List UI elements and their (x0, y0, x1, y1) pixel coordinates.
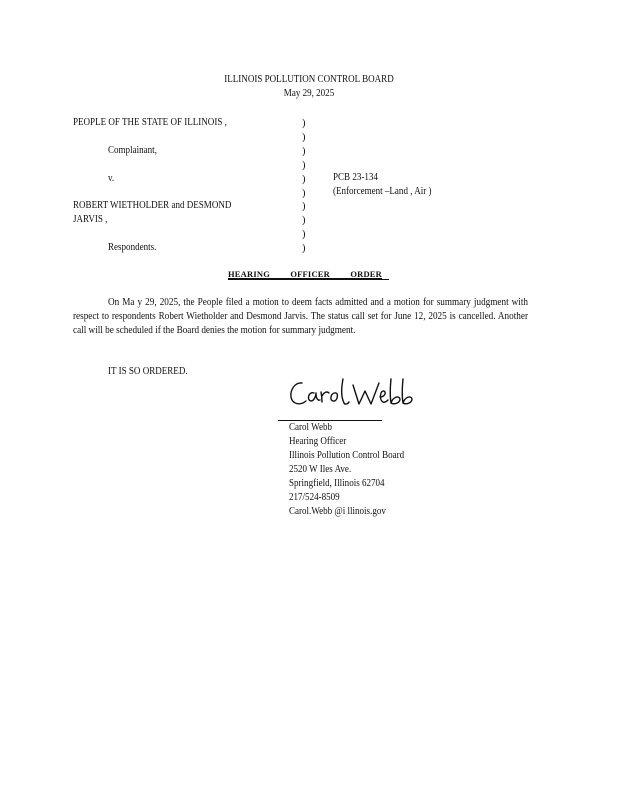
signer-street-address: 2520 W Iles Ave. (289, 464, 352, 475)
respondents-label: Respondents. (108, 242, 157, 253)
caption-paren: ) (302, 159, 306, 171)
order-body-text: On Ma y 29, 2025, the People filed a motion to deem facts admitted and a motion for summary judgment with respect to respondents Robert Wietholder and Desmond Jarvis. The status call set for June 12, 2025 is cancelled. Another call will be scheduled if the Board denies the motion for summary judgment. (73, 297, 528, 336)
plaintiff-name: PEOPLE OF THE STATE OF ILLINOIS , (73, 117, 227, 128)
respondents-names-line1: ROBERT WIETHOLDER and DESMOND (73, 200, 232, 211)
signer-name: Carol Webb (289, 422, 332, 433)
order-title-rule (228, 279, 389, 280)
caption-paren: ) (302, 229, 306, 241)
caption-paren: ) (302, 173, 306, 185)
respondents-names-line2: JARVIS , (73, 214, 108, 225)
order-title: HEARING OFFICER ORDER (228, 269, 383, 279)
board-name: ILLINOIS POLLUTION CONTROL BOARD (224, 74, 394, 85)
signer-title: Hearing Officer (289, 436, 347, 447)
caption-bracket (302, 117, 312, 256)
case-number: PCB 23-134 (333, 172, 378, 183)
complainant-label: Complainant, (108, 145, 157, 156)
versus-label: v. (108, 173, 115, 184)
caption-paren: ) (302, 145, 306, 157)
closing-statement: IT IS SO ORDERED. (108, 366, 188, 377)
caption-paren: ) (302, 201, 306, 213)
signer-city-state-zip: Springfield, Illinois 62704 (289, 478, 385, 489)
signature-block (289, 421, 404, 519)
caption-paren: ) (302, 243, 306, 255)
caption-paren: ) (302, 215, 306, 227)
caption-paren: ) (302, 118, 306, 129)
order-body-paragraph (73, 296, 528, 338)
caption-paren: ) (302, 131, 306, 143)
signer-organization: Illinois Pollution Control Board (289, 450, 405, 461)
order-date: May 29, 2025 (283, 88, 335, 99)
handwritten-signature (287, 375, 417, 415)
signer-phone: 217/524-8509 (289, 492, 340, 503)
caption-paren: ) (302, 187, 306, 199)
signer-email: Carol.Webb @i llinois.gov (289, 506, 386, 517)
case-type: (Enforcement –Land , Air ) (333, 186, 432, 197)
